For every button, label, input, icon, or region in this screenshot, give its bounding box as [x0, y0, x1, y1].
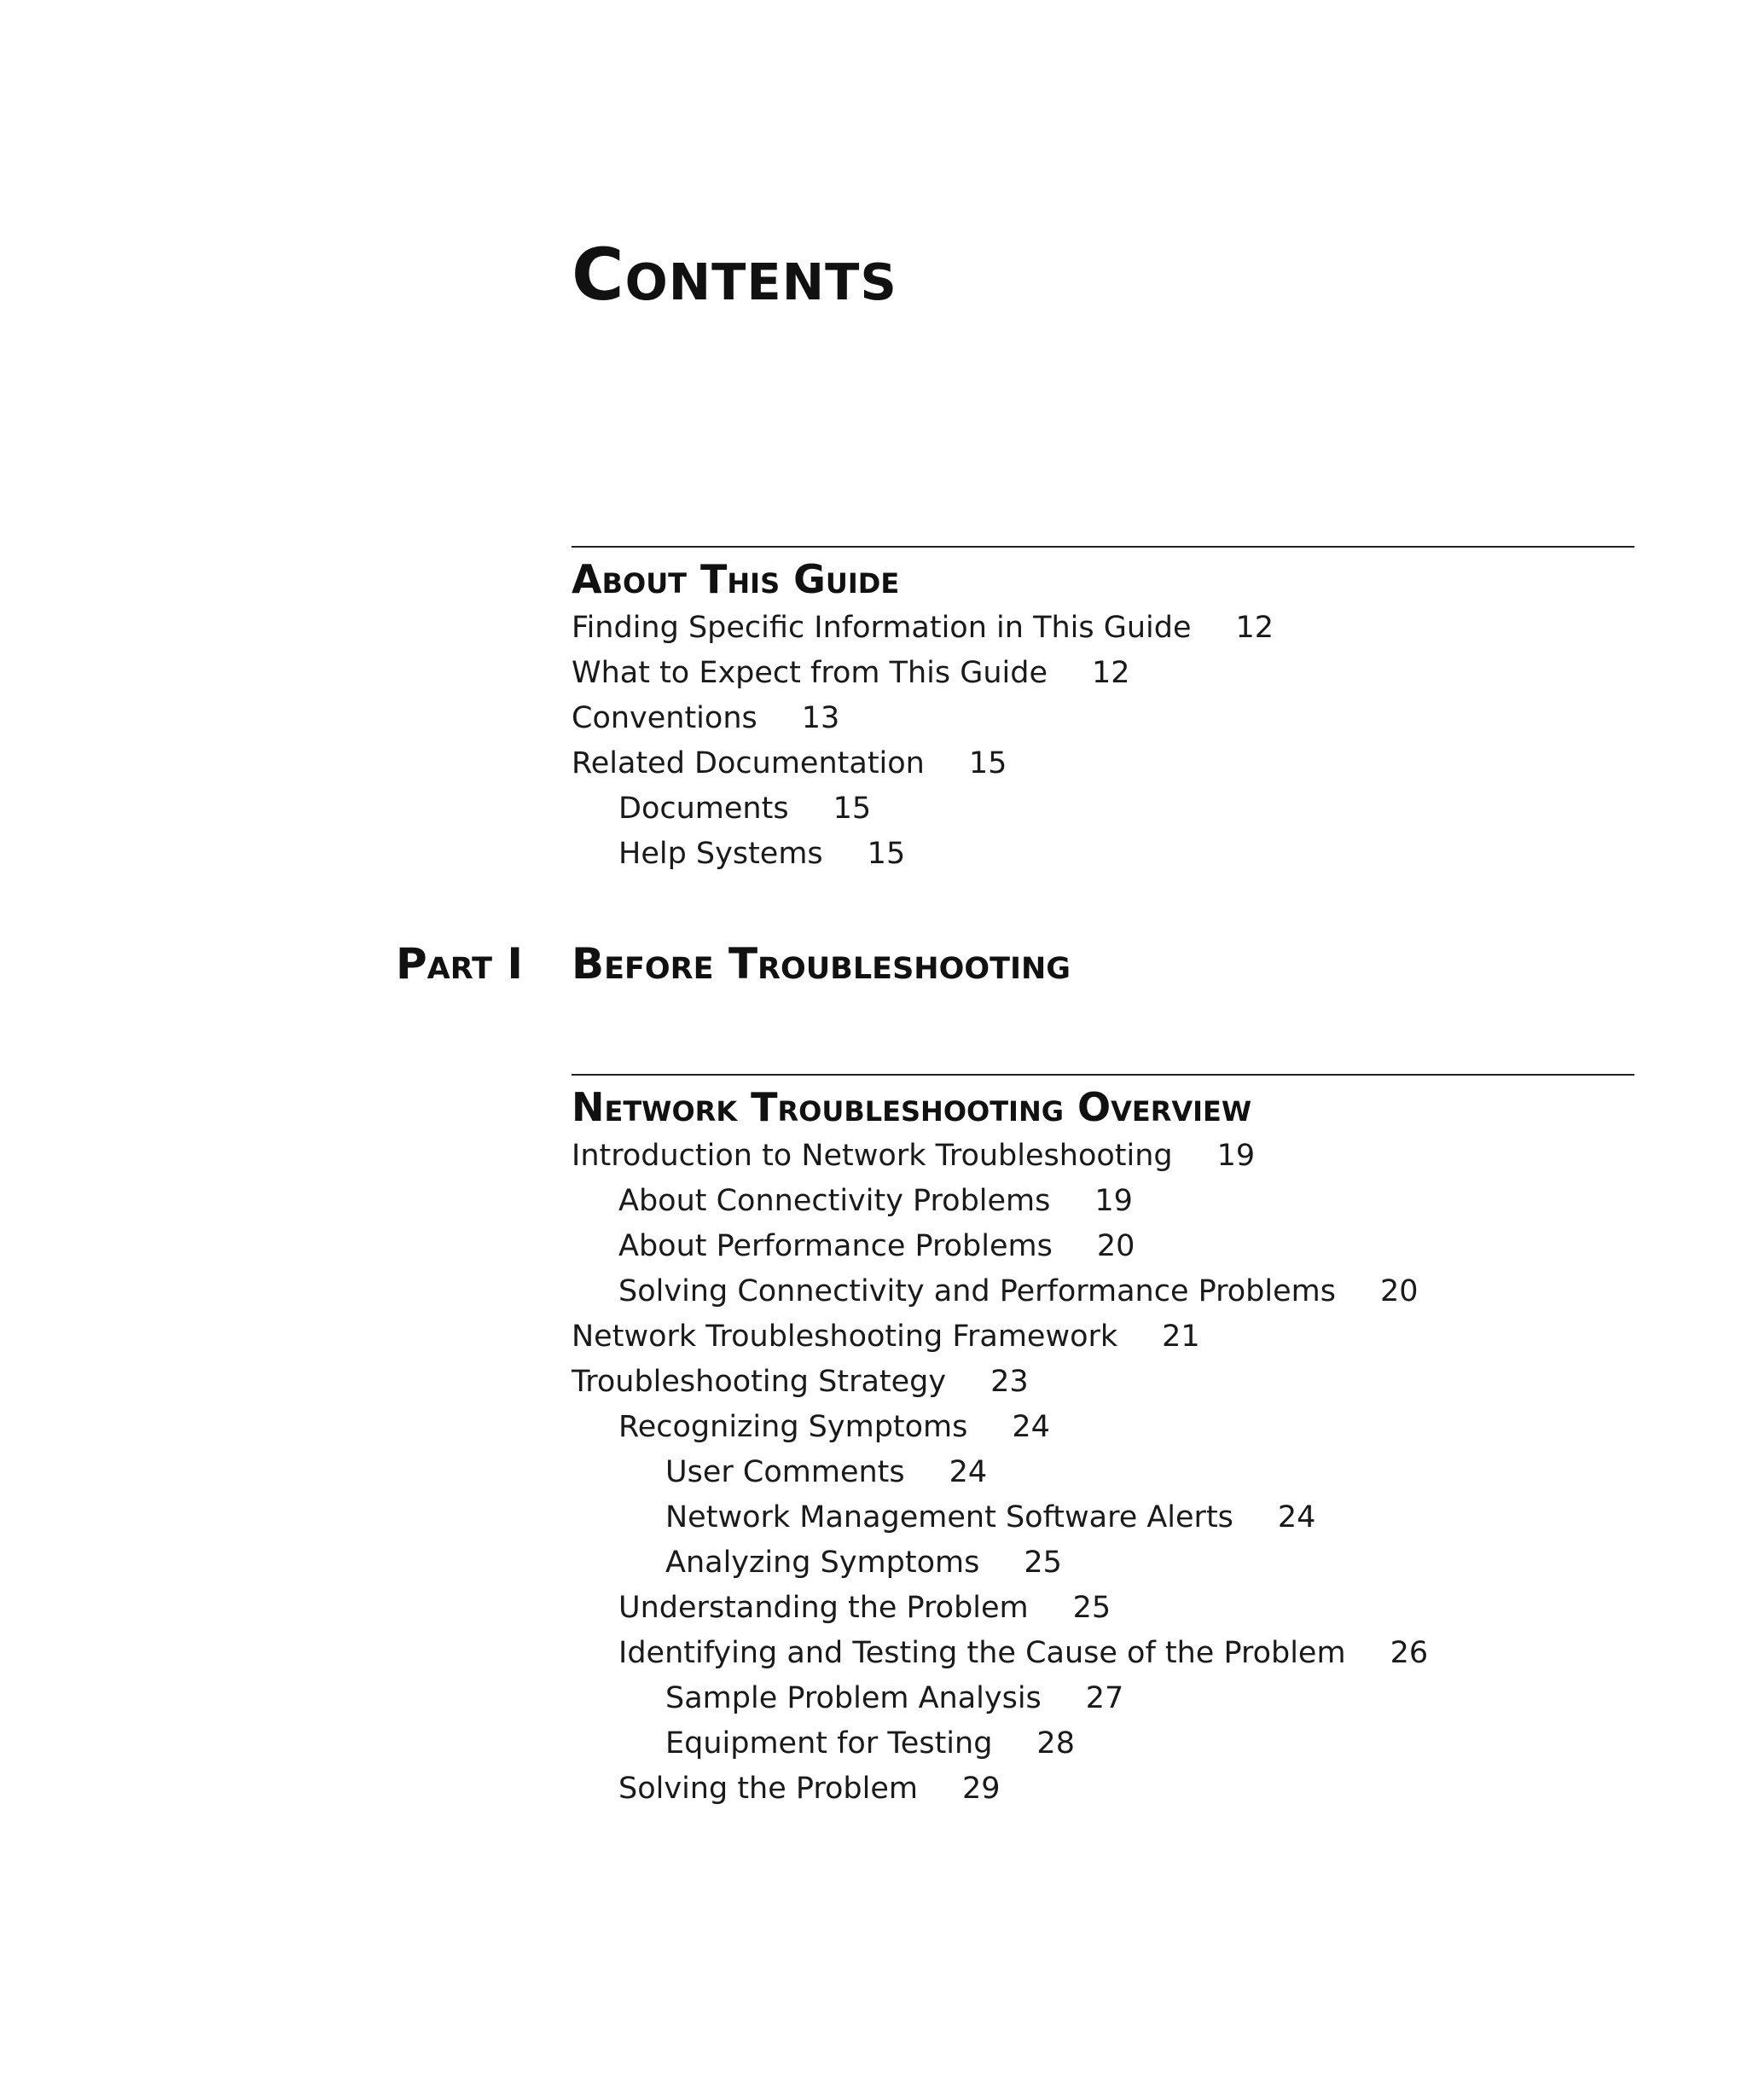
toc-entry-page: 12 [1092, 656, 1130, 690]
toc-entry-page: 28 [1036, 1726, 1075, 1761]
toc-entry[interactable] [572, 1134, 1634, 1179]
toc-entry-title: About Performance Problems [618, 1229, 1053, 1263]
toc-entry-title: About Connectivity Problems [618, 1184, 1051, 1218]
toc-entry-title: Recognizing Symptoms [618, 1410, 968, 1444]
toc-entry-page: 23 [990, 1365, 1029, 1399]
toc-entry-title: Network Management Software Alerts [665, 1500, 1233, 1534]
toc-entry-page: 20 [1096, 1229, 1135, 1263]
toc-entry-page: 26 [1390, 1636, 1429, 1670]
toc-entry[interactable] [572, 1269, 1634, 1314]
toc-entry-page: 27 [1085, 1681, 1124, 1715]
toc-entry-list [572, 1134, 1634, 1812]
toc-entry-page: 25 [1024, 1546, 1062, 1580]
toc-entry-title: Conventions [572, 701, 757, 735]
toc-entry-page: 15 [968, 746, 1007, 780]
part-label: Part I [396, 939, 523, 989]
toc-entry-page: 15 [833, 792, 872, 826]
section-divider [572, 546, 1634, 548]
toc-entry-title: Documents [618, 792, 789, 826]
toc-entry-list [572, 606, 1634, 877]
toc-entry-title: Equipment for Testing [665, 1726, 993, 1761]
toc-entry-title: Network Troubleshooting Framework [572, 1320, 1118, 1354]
toc-entry-title: Introduction to Network Troubleshooting [572, 1139, 1173, 1173]
toc-entry[interactable] [572, 786, 1634, 832]
toc-entry-title: Analyzing Symptoms [665, 1546, 980, 1580]
toc-entry-title: Solving Connectivity and Performance Problems [618, 1274, 1336, 1308]
toc-entry-page: 15 [867, 837, 906, 871]
toc-section-about-this-guide [572, 546, 1634, 877]
section-divider [572, 1074, 1634, 1076]
toc-entry-title: Finding Specific Information in This Guide [572, 611, 1192, 645]
toc-entry-page: 12 [1235, 611, 1274, 645]
toc-entry-title: Troubleshooting Strategy [572, 1365, 947, 1399]
toc-entry[interactable] [572, 1631, 1634, 1676]
toc-entry[interactable] [572, 1586, 1634, 1631]
section-heading: About This Guide [572, 556, 900, 602]
toc-entry-page: 29 [961, 1772, 1001, 1806]
toc-entry[interactable] [572, 1676, 1634, 1721]
page-title: Contents [572, 233, 897, 316]
toc-entry[interactable] [572, 1405, 1634, 1450]
toc-entry[interactable] [572, 1766, 1634, 1812]
toc-entry[interactable] [572, 832, 1634, 877]
toc-entry-page: 25 [1072, 1591, 1111, 1625]
toc-entry-title: User Comments [665, 1455, 905, 1489]
toc-entry[interactable] [572, 1360, 1634, 1405]
toc-entry[interactable] [572, 1179, 1634, 1224]
toc-entry[interactable] [572, 606, 1634, 651]
toc-entry-title: Solving the Problem [618, 1772, 918, 1806]
toc-entry[interactable] [572, 1450, 1634, 1495]
toc-entry-page: 13 [801, 701, 840, 735]
toc-entry-title: Sample Problem Analysis [665, 1681, 1042, 1715]
toc-entry[interactable] [572, 1224, 1634, 1269]
part-title: Before Troubleshooting [572, 939, 1071, 989]
toc-entry-page: 24 [1012, 1410, 1050, 1444]
part-heading-row [0, 939, 1747, 994]
toc-entry[interactable] [572, 1721, 1634, 1766]
toc-entry-title: Related Documentation [572, 746, 925, 780]
toc-entry-page: 24 [1277, 1500, 1316, 1534]
toc-section-network-troubleshooting-overview [572, 1074, 1634, 1812]
toc-entry-page: 24 [949, 1455, 988, 1489]
toc-entry[interactable] [572, 1314, 1634, 1360]
toc-entry[interactable] [572, 1495, 1634, 1540]
toc-entry[interactable] [572, 1540, 1634, 1586]
toc-entry-title: Help Systems [618, 837, 823, 871]
toc-entry-title: What to Expect from This Guide [572, 656, 1048, 690]
toc-entry-page: 21 [1162, 1320, 1200, 1354]
toc-entry-page: 20 [1379, 1274, 1419, 1308]
toc-entry-page: 19 [1216, 1139, 1256, 1173]
toc-entry-page: 19 [1094, 1184, 1133, 1218]
toc-entry[interactable] [572, 741, 1634, 786]
toc-entry-title: Identifying and Testing the Cause of the Problem [618, 1636, 1346, 1670]
toc-entry-title: Understanding the Problem [618, 1591, 1029, 1625]
toc-entry[interactable] [572, 651, 1634, 696]
toc-entry[interactable] [572, 696, 1634, 741]
section-heading: Network Troubleshooting Overview [572, 1084, 1252, 1130]
